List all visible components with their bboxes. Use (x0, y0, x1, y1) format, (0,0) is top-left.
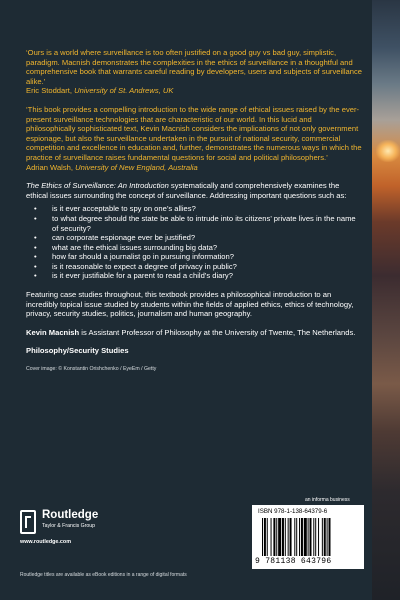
book-description (26, 181, 362, 200)
barcode-icon (262, 518, 356, 556)
quote-2-source (26, 163, 362, 173)
publisher-group: Taylor & Francis Group (42, 523, 96, 529)
publisher-name: Routledge (42, 509, 99, 521)
list-item: • what are the ethical issues surrounding big data? (26, 243, 362, 253)
author-bio-text: is Assistant Professor of Philosophy at the University of Twente, The Netherlands. (79, 327, 356, 337)
informa-tagline: an informa business (305, 497, 350, 503)
list-item: • how far should a journalist go in pursuing information? (26, 252, 362, 262)
cover-photo (372, 0, 400, 600)
list-item: • is it ever justifiable for a parent to read a child’s diary? (26, 271, 362, 281)
routledge-logo-icon (20, 510, 36, 534)
list-item: • can corporate espionage ever be justified? (26, 233, 362, 243)
quote-2-author: Adrian Walsh, (26, 162, 73, 172)
feature-paragraph: Featuring case studies throughout, this textbook provides a philosophical introduction to an incredibly topical issue studied by students within the fields of applied ethics, ethics of technology, privacy, security studies, politics, journalism and human geography. (26, 290, 354, 319)
list-item: • is it reasonable to expect a degree of privacy in public? (26, 262, 362, 272)
endorsement-quote-1 (26, 48, 362, 96)
quote-1-source (26, 86, 362, 96)
quote-2-text: ‘This book provides a compelling introduction to the wide range of ethical issues raised by the ever-present surveillance technologies that are characteristic of our world. In this lucid and philosophically sophisticated text, Kevin Macnish considers the implications of not only government espionage, but also the surveillance undertaken in the pursuit of national security, commercial competition and excellence in education and, further, demonstrates the numerous ways in which the practice of surveillance raises fundamental questions for social and political philosophers.’ (26, 104, 362, 162)
quote-1-text: ‘Ours is a world where surveillance is too often justified on a good guy vs bad guy, simplistic, paradigm. Macnish demonstrates the complexities in the ethics of surveillance in a thoughtful and comprehensive book that warrants careful reading by developers, users and subjects of surveillance alike.’ (26, 48, 362, 86)
author-name: Kevin Macnish (26, 327, 80, 337)
description-text: systematically and comprehensively examines the ethical issues surrounding the concept of surveillance. Addressing important questions such as: (26, 181, 347, 200)
quote-1-author: Eric Stoddart, (26, 86, 73, 96)
publisher-website: www.routledge.com (20, 539, 72, 545)
questions-list (26, 204, 362, 281)
book-title: The Ethics of Surveillance: An Introduction (26, 181, 169, 191)
quote-1-affiliation: University of St. Andrews, UK (74, 86, 174, 96)
content-column (26, 48, 362, 373)
list-item: • is it ever acceptable to spy on one’s allies? (26, 204, 362, 214)
barcode-digits: 9 781138 643796 (255, 557, 332, 566)
sunset-glow (376, 140, 400, 162)
author-bio (26, 328, 362, 338)
list-item: • to what degree should the state be able to intrude into its citizens’ private lives in the name of security? (26, 214, 362, 233)
quote-2-affiliation: University of New England, Australia (75, 162, 198, 172)
ebook-note: Routledge titles are available as eBook editions in a range of digital formats (20, 572, 187, 578)
isbn-barcode (252, 505, 364, 569)
isbn-label: ISBN 978-1-138-64379-6 (258, 508, 328, 515)
endorsement-quote-2 (26, 105, 362, 172)
cover-credit: Cover image: © Konstantin Orishchenko / EyeEm / Getty (26, 366, 157, 373)
subject-category: Philosophy/Security Studies (26, 346, 129, 356)
